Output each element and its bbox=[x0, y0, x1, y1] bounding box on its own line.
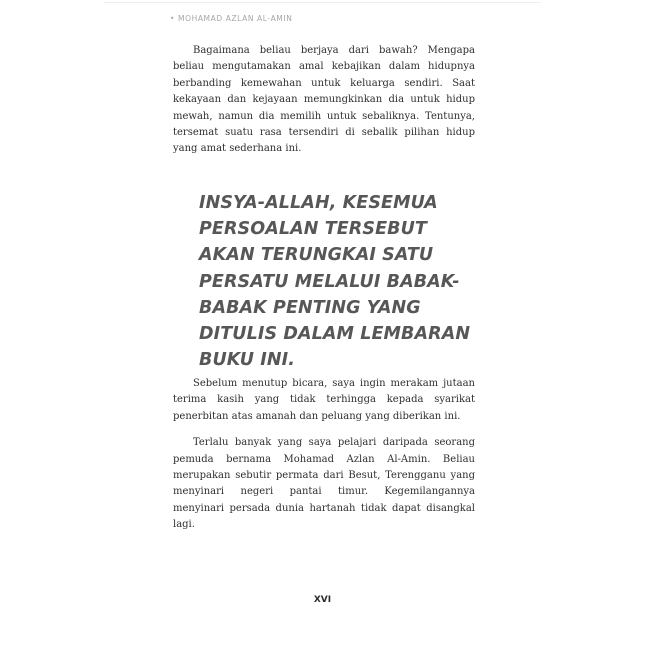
top-divider bbox=[104, 2, 541, 3]
body-text-bottom bbox=[173, 376, 475, 534]
paragraph: Bagaimana beliau berjaya dari bawah? Mengapa beliau mengutamakan amal kebajikan dalam hidupnya berbanding kemewahan untuk keluarga sendiri. Saat kekayaan dan kejayaan memungkinkan dia untuk hidup mewah, namun dia memilih untuk sebaliknya. Tentunya, tersemat suatu rasa tersendiri di sebalik pilihan hidup yang amat sederhana ini. bbox=[173, 45, 475, 155]
pull-quote-line: PERSATU MELALUI BABAK- bbox=[199, 271, 460, 292]
paragraph: Terlalu banyak yang saya pelajari daripada seorang pemuda bernama Mohamad Azlan Al-Amin. Beliau merupakan sebutir permata dari Besut, Terengganu yang menyinari negeri pantai timur. Kegemilangannya menyinari persada dunia hartanah tidak dapat disangkal lagi. bbox=[173, 437, 475, 531]
page-number: XVI bbox=[313, 595, 332, 605]
pull-quote-line: PERSOALAN TERSEBUT bbox=[199, 219, 427, 240]
paragraph: Sebelum menutup bicara, saya ingin merakam jutaan terima kasih yang tidak terhingga kepada syarikat penerbitan atas amanah dan peluang yang diberikan ini. bbox=[173, 378, 475, 422]
pull-quote-line: INSYA-ALLAH, KESEMUA bbox=[199, 193, 438, 213]
pull-quote-line: BABAK PENTING YANG bbox=[199, 297, 421, 318]
pull-quote-line: AKAN TERUNGKAI SATU bbox=[199, 245, 434, 266]
pull-quote bbox=[199, 190, 471, 373]
running-head: • MOHAMAD AZLAN AL-AMIN bbox=[170, 14, 293, 23]
body-text-top bbox=[173, 43, 475, 158]
pull-quote-line: BUKU INI. bbox=[199, 350, 296, 371]
pull-quote-line: DITULIS DALAM LEMBARAN bbox=[199, 324, 471, 345]
